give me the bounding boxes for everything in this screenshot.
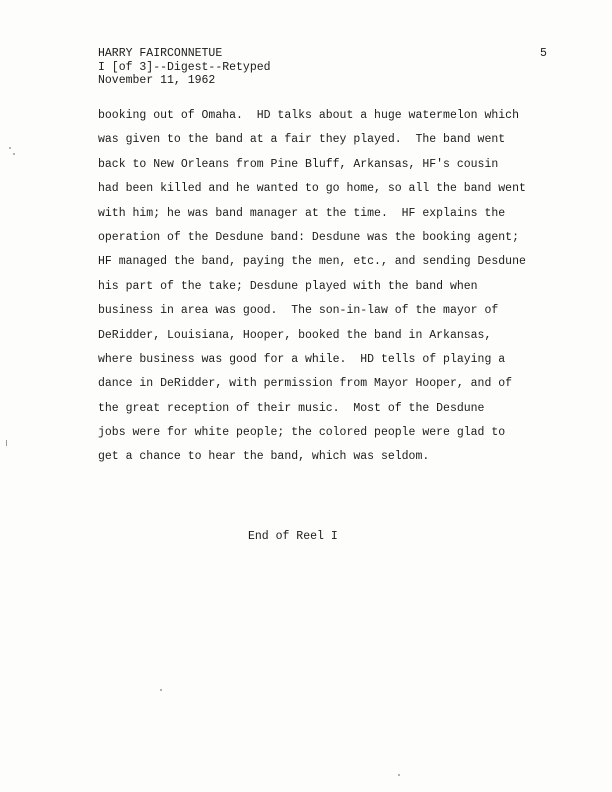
scan-speck xyxy=(9,147,11,149)
text-line: with him; he was band manager at the time. HF explains the xyxy=(98,206,506,220)
end-of-reel-note: End of Reel I xyxy=(248,530,338,543)
interviewee-name: HARRY FAIRCONNETUE xyxy=(98,47,223,60)
text-line: get a chance to hear the band, which was seldom. xyxy=(98,450,430,464)
scan-speck xyxy=(6,440,7,446)
scan-speck xyxy=(160,689,162,691)
text-line: dance in DeRidder, with permission from Mayor Hooper, and of xyxy=(98,377,513,391)
text-line: had been killed and he wanted to go home, so all the band went xyxy=(98,182,526,196)
document-header xyxy=(98,47,271,88)
interview-date: November 11, 1962 xyxy=(98,74,216,87)
text-line: business in area was good. The son-in-law of the mayor of xyxy=(98,304,499,318)
body-paragraph xyxy=(98,108,568,474)
text-line: HF managed the band, paying the men, etc., and sending Desdune xyxy=(98,255,526,269)
text-line: booking out of Omaha. HD talks about a huge watermelon which xyxy=(98,109,519,122)
page-number: 5 xyxy=(540,47,547,60)
text-line: operation of the Desdune band: Desdune was the booking agent; xyxy=(98,230,519,244)
text-line: back to New Orleans from Pine Bluff, Arkansas, HF's cousin xyxy=(98,157,499,171)
text-line: DeRidder, Louisiana, Hooper, booked the band in Arkansas, xyxy=(98,328,492,342)
text-line: the great reception of their music. Most of the Desdune xyxy=(98,401,485,415)
scan-speck xyxy=(398,774,400,776)
reel-label: I [of 3]--Digest--Retyped xyxy=(98,60,271,74)
text-line: was given to the band at a fair they played. The band went xyxy=(98,133,506,147)
text-line: jobs were for white people; the colored people were glad to xyxy=(98,426,506,440)
scan-speck xyxy=(13,153,15,155)
text-line: where business was good for a while. HD tells of playing a xyxy=(98,352,506,366)
text-line: his part of the take; Desdune played with the band when xyxy=(98,279,478,293)
